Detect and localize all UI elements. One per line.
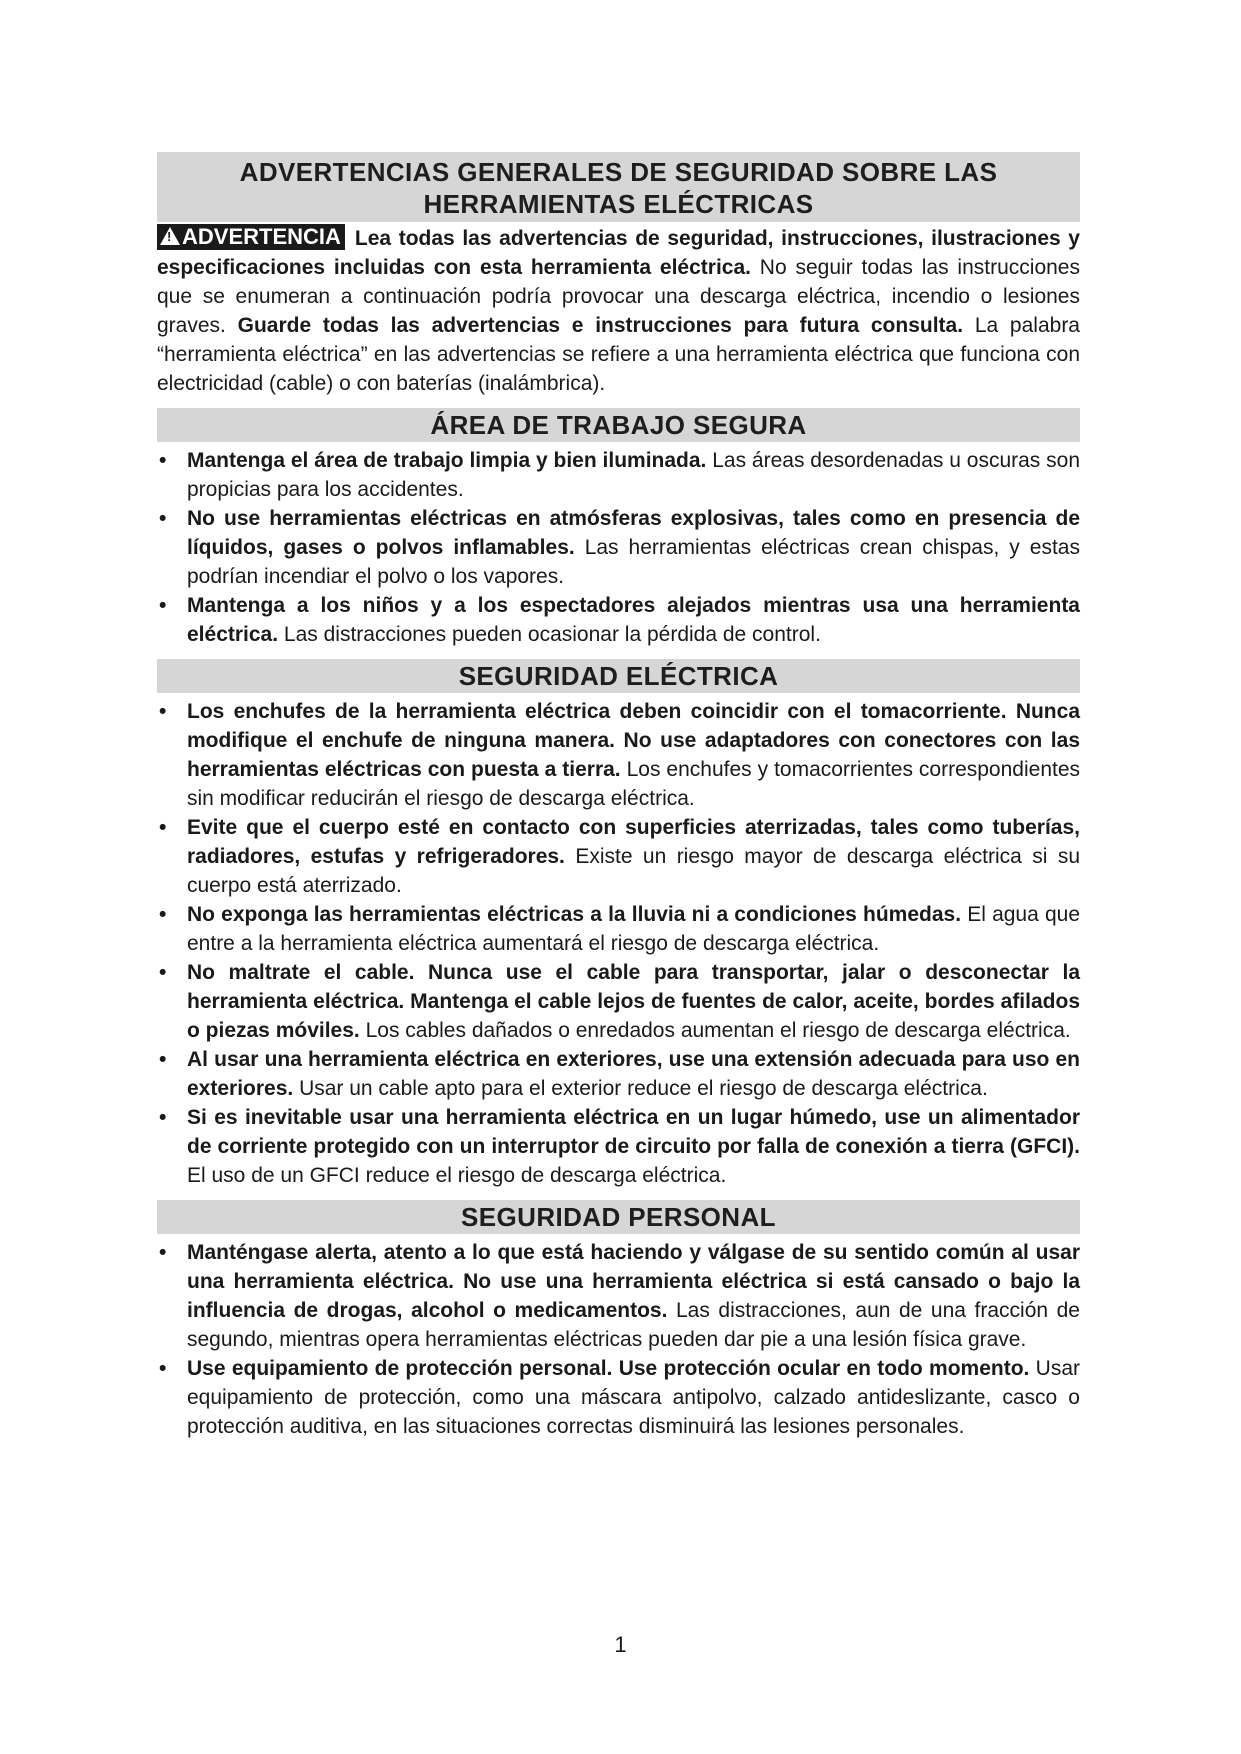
list-item bbox=[157, 958, 1080, 1045]
main-title-line-1: ADVERTENCIAS GENERALES DE SEGURIDAD SOBRE LAS bbox=[239, 157, 998, 187]
bullet: • bbox=[159, 961, 167, 984]
bullet: • bbox=[159, 1241, 167, 1264]
list-item bbox=[157, 1103, 1080, 1190]
page-number: 1 bbox=[614, 1632, 627, 1657]
item-text: El uso de un GFCI reduce el riesgo de descarga eléctrica. bbox=[187, 1164, 727, 1187]
item-text: Las áreas desordenadas u oscuras son propicias para los accidentes. bbox=[187, 449, 1080, 501]
intro-paragraph bbox=[157, 224, 1080, 398]
bullet: • bbox=[159, 700, 167, 723]
section-title-personal: SEGURIDAD PERSONAL bbox=[157, 1200, 1080, 1234]
list-item bbox=[157, 697, 1080, 813]
work-area-list bbox=[157, 446, 1080, 649]
warning-triangle-icon bbox=[160, 227, 180, 245]
bullet: • bbox=[159, 816, 167, 839]
list-item bbox=[157, 813, 1080, 900]
item-text: Los cables dañados o enredados aumentan el riesgo de descarga eléctrica. bbox=[359, 1019, 1071, 1042]
item-text: Los enchufes y tomacorrientes correspondientes sin modificar reducirán el riesgo de descarga eléctrica. bbox=[187, 758, 1081, 810]
item-bold: Si es inevitable usar una herramienta eléctrica en un lugar húmedo, use un alimentador de corriente protegido con un interruptor de circuito por falla de conexión a tierra (GFCI). bbox=[187, 1106, 1080, 1158]
bullet: • bbox=[159, 449, 167, 472]
main-title-line-2: HERRAMIENTAS ELÉCTRICAS bbox=[423, 189, 814, 219]
item-bold: No maltrate el cable. Nunca use el cable para transportar, jalar o desconectar la herramienta eléctrica. Mantenga el cable lejos de fuentes de calor, aceite, bordes afilados o piezas móviles. bbox=[187, 961, 1080, 1042]
list-item bbox=[157, 1354, 1080, 1441]
item-text: Usar equipamiento de protección, como una máscara antipolvo, calzado antideslizante, casco o protección auditiva, en las situaciones correctas disminuirá las lesiones personales. bbox=[187, 1357, 1080, 1438]
item-text: Las herramientas eléctricas crean chispas, y estas podrían incendiar el polvo o los vapores. bbox=[187, 536, 1080, 588]
list-item bbox=[157, 591, 1080, 649]
item-bold: Mantenga a los niños y a los espectadores alejados mientras usa una herramienta eléctrica. bbox=[187, 594, 1080, 646]
list-item bbox=[157, 1045, 1080, 1103]
list-item bbox=[157, 1238, 1080, 1354]
item-text: Usar un cable apto para el exterior reduce el riesgo de descarga eléctrica. bbox=[293, 1077, 988, 1100]
intro-bold-1: Lea todas las advertencias de seguridad, instrucciones, ilustraciones y especificaciones incluidas con esta herramienta eléctrica. bbox=[157, 227, 1080, 279]
bullet: • bbox=[159, 1048, 167, 1071]
item-bold: Al usar una herramienta eléctrica en exteriores, use una extensión adecuada para uso en exteriores. bbox=[187, 1048, 1080, 1100]
item-text: El agua que entre a la herramienta eléctrica aumentará el riesgo de descarga eléctrica. bbox=[187, 903, 1080, 955]
list-item bbox=[157, 446, 1080, 504]
section-title-electrical: SEGURIDAD ELÉCTRICA bbox=[157, 659, 1080, 693]
list-item bbox=[157, 900, 1080, 958]
item-bold: Evite que el cuerpo esté en contacto con superficies aterrizadas, tales como tuberías, radiadores, estufas y refrigeradores. bbox=[187, 816, 1080, 868]
bullet: • bbox=[159, 594, 167, 617]
section-title-work-area: ÁREA DE TRABAJO SEGURA bbox=[157, 408, 1080, 442]
bullet: • bbox=[159, 507, 167, 530]
intro-bold-2: Guarde todas las advertencias e instrucciones para futura consulta. bbox=[237, 314, 964, 337]
personal-list bbox=[157, 1238, 1080, 1441]
warning-label: ADVERTENCIA bbox=[182, 224, 341, 249]
electrical-list bbox=[157, 697, 1080, 1190]
bullet: • bbox=[159, 1357, 167, 1380]
item-text: Las distracciones pueden ocasionar la pérdida de control. bbox=[278, 623, 821, 646]
item-bold: No exponga las herramientas eléctricas a la lluvia ni a condiciones húmedas. bbox=[187, 903, 962, 926]
bullet: • bbox=[159, 1106, 167, 1129]
main-title bbox=[157, 152, 1080, 222]
item-bold: Mantenga el área de trabajo limpia y bien iluminada. bbox=[187, 449, 707, 472]
item-text: Las distracciones, aun de una fracción de segundo, mientras opera herramientas eléctricas pueden dar pie a una lesión física grave. bbox=[187, 1299, 1080, 1351]
item-bold: Los enchufes de la herramienta eléctrica deben coincidir con el tomacorriente. Nunca modifique el enchufe de ninguna manera. No use adaptadores con conectores con las herramientas eléctricas con puesta a tierra. bbox=[187, 700, 1080, 781]
item-bold: Use equipamiento de protección personal. Use protección ocular en todo momento. bbox=[187, 1357, 1030, 1380]
bullet: • bbox=[159, 903, 167, 926]
list-item bbox=[157, 504, 1080, 591]
item-bold: No use herramientas eléctricas en atmósferas explosivas, tales como en presencia de líquidos, gases o polvos inflamables. bbox=[187, 507, 1080, 559]
intro-text-1: No seguir todas las instrucciones que se enumeran a continuación podría provocar una descarga eléctrica, incendio o lesiones graves. bbox=[157, 256, 1080, 337]
item-bold: Manténgase alerta, atento a lo que está haciendo y válgase de su sentido común al usar una herramienta eléctrica. No use una herramienta eléctrica si está cansado o bajo la influencia de drogas, alcohol o medicamentos. bbox=[187, 1241, 1080, 1322]
warning-badge bbox=[157, 224, 345, 250]
page-content bbox=[157, 152, 1080, 1441]
item-text: Existe un riesgo mayor de descarga eléctrica si su cuerpo está aterrizado. bbox=[187, 845, 1080, 897]
intro-text-2: La palabra “herramienta eléctrica” en las advertencias se refiere a una herramienta eléctrica que funciona con electricidad (cable) o con baterías (inalámbrica). bbox=[157, 314, 1080, 395]
